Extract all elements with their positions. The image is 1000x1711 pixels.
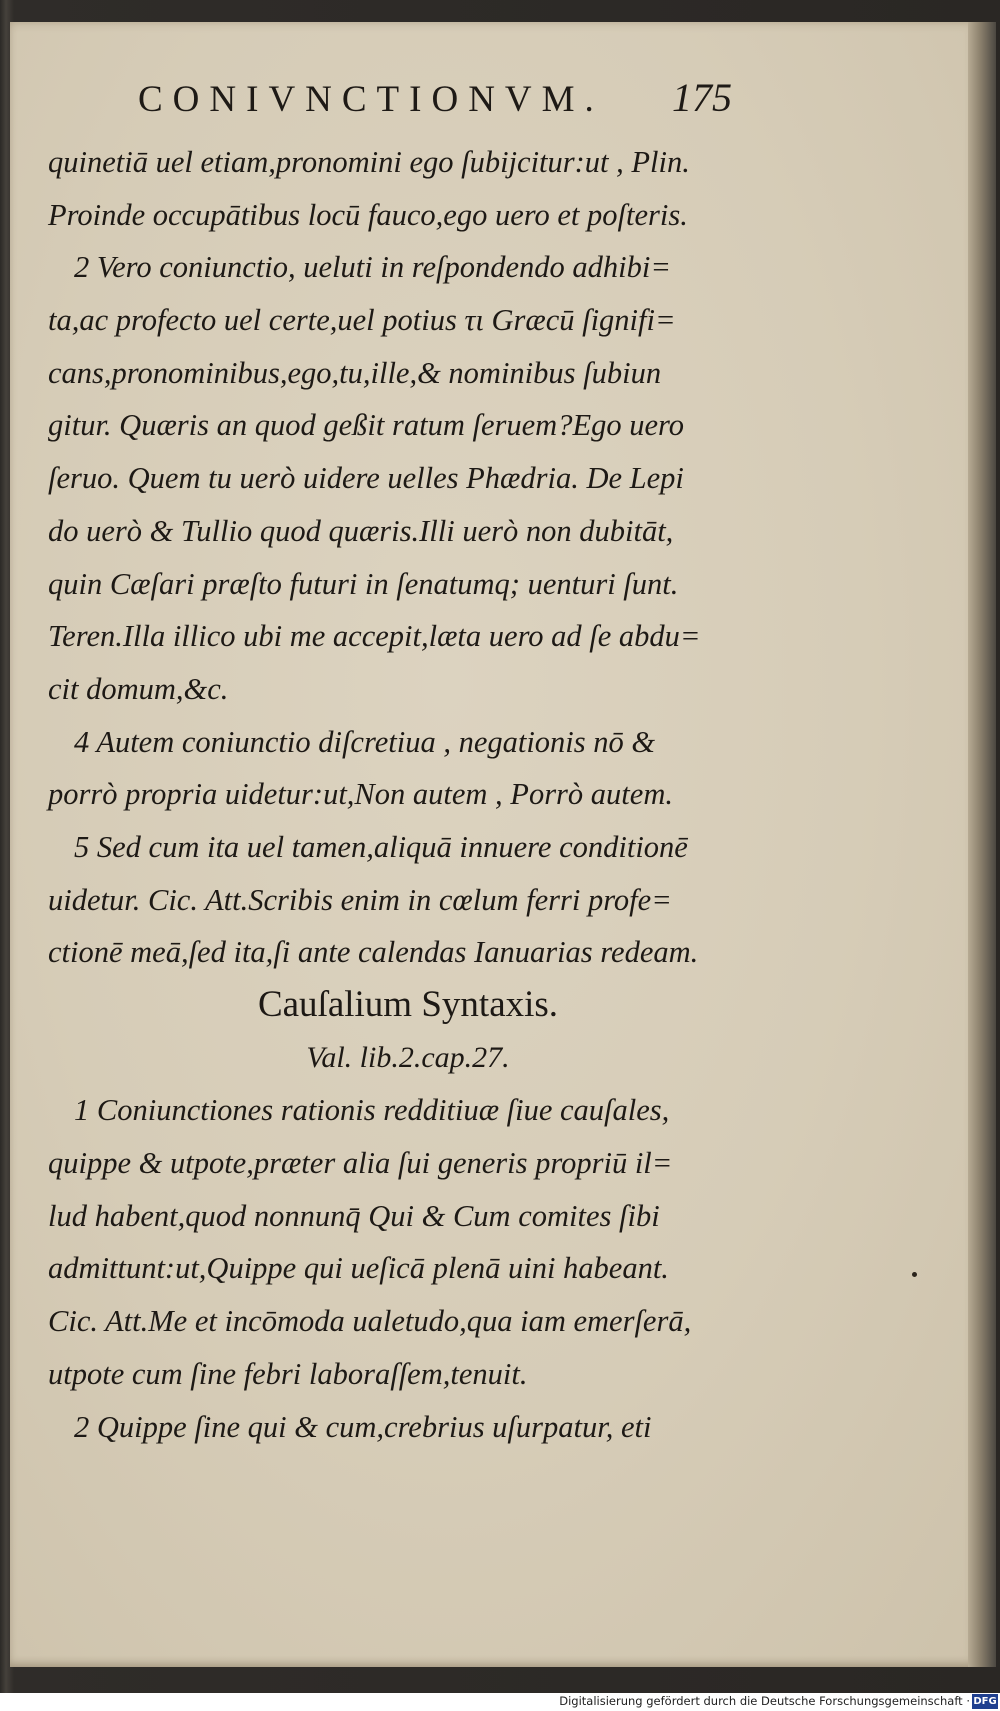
footer-credit: Digitalisierung gefördert durch die Deutsche Forschungsgemeinschaft ·: [559, 1694, 970, 1708]
body-text: [48, 136, 768, 1453]
running-head: CONIVNCTIONVM.: [138, 79, 604, 120]
text-line: ta,ac profecto uel certe,uel potius τι Græcū ſignifi=: [48, 303, 676, 338]
text-line: lud habent,quod nonnunq̄ Qui & Cum comites ſibi: [48, 1198, 660, 1233]
text-line: Teren.Illa illico ubi me accepit,læta uero ad ſe abdu=: [48, 619, 701, 654]
section-reference: Val. lib.2.cap.27.: [306, 1040, 510, 1074]
text-line: ctionē meā,ſed ita,ſi ante calendas Ianuarias redeam.: [48, 935, 699, 970]
text-line: admittunt:ut,Quippe qui ueſicā plenā uini habeant.: [48, 1251, 669, 1286]
text-line: Proinde occupātibus locū fauco,ego uero et poſteris.: [48, 197, 688, 232]
text-line: quippe & utpote,præter alia ſui generis propriū il=: [48, 1146, 673, 1181]
section-heading: Cauſalium Syntaxis.: [257, 984, 559, 1025]
text-line: uidetur. Cic. Att.Scribis enim in cœlum ferri profe=: [48, 882, 672, 917]
text-line: gitur. Quæris an quod geßit ratum ſeruem?Ego uero: [48, 408, 684, 443]
ink-speck: [912, 1272, 917, 1277]
text-line: utpote cum ſine febri laboraſſem,tenuit.: [48, 1356, 528, 1391]
text-line: ſeruo. Quem tu uerò uidere uelles Phædria. De Lepi: [48, 461, 684, 496]
text-line: 4 Autem coniunctio diſcretiua , negationis nō &: [74, 724, 656, 759]
text-line: 2 Vero coniunctio, ueluti in reſpondendo adhibi=: [74, 250, 671, 285]
text-line: 2 Quippe ſine qui & cum,crebrius uſurpatur, eti: [74, 1409, 652, 1444]
text-line: do uerò & Tullio quod quæris.Illi uerò non dubitāt,: [48, 513, 674, 548]
text-line: porrò propria uidetur:ut,Non autem , Porrò autem.: [48, 777, 673, 812]
text-line: quinetiā uel etiam,pronomini ego ſubijcitur:ut , Plin.: [48, 145, 690, 179]
page-number: 175: [672, 75, 732, 120]
page-edge: [968, 22, 996, 1667]
text-line: cit domum,&c.: [48, 671, 229, 706]
text-line: cans,pronominibus,ego,tu,ille,& nominibus ſubiun: [48, 355, 662, 390]
dfg-logo: DFG: [973, 1696, 997, 1707]
text-line: 5 Sed cum ita uel tamen,aliquā innuere conditionē: [74, 829, 688, 864]
text-line: quin Cæſari præſto futuri in ſenatumq; uenturi ſunt.: [48, 566, 679, 601]
text-line: 1 Coniunctiones rationis redditiuæ ſiue cauſales,: [74, 1093, 670, 1128]
text-line: Cic. Att.Me et incōmoda ualetudo,qua iam emerſerā,: [48, 1304, 692, 1339]
